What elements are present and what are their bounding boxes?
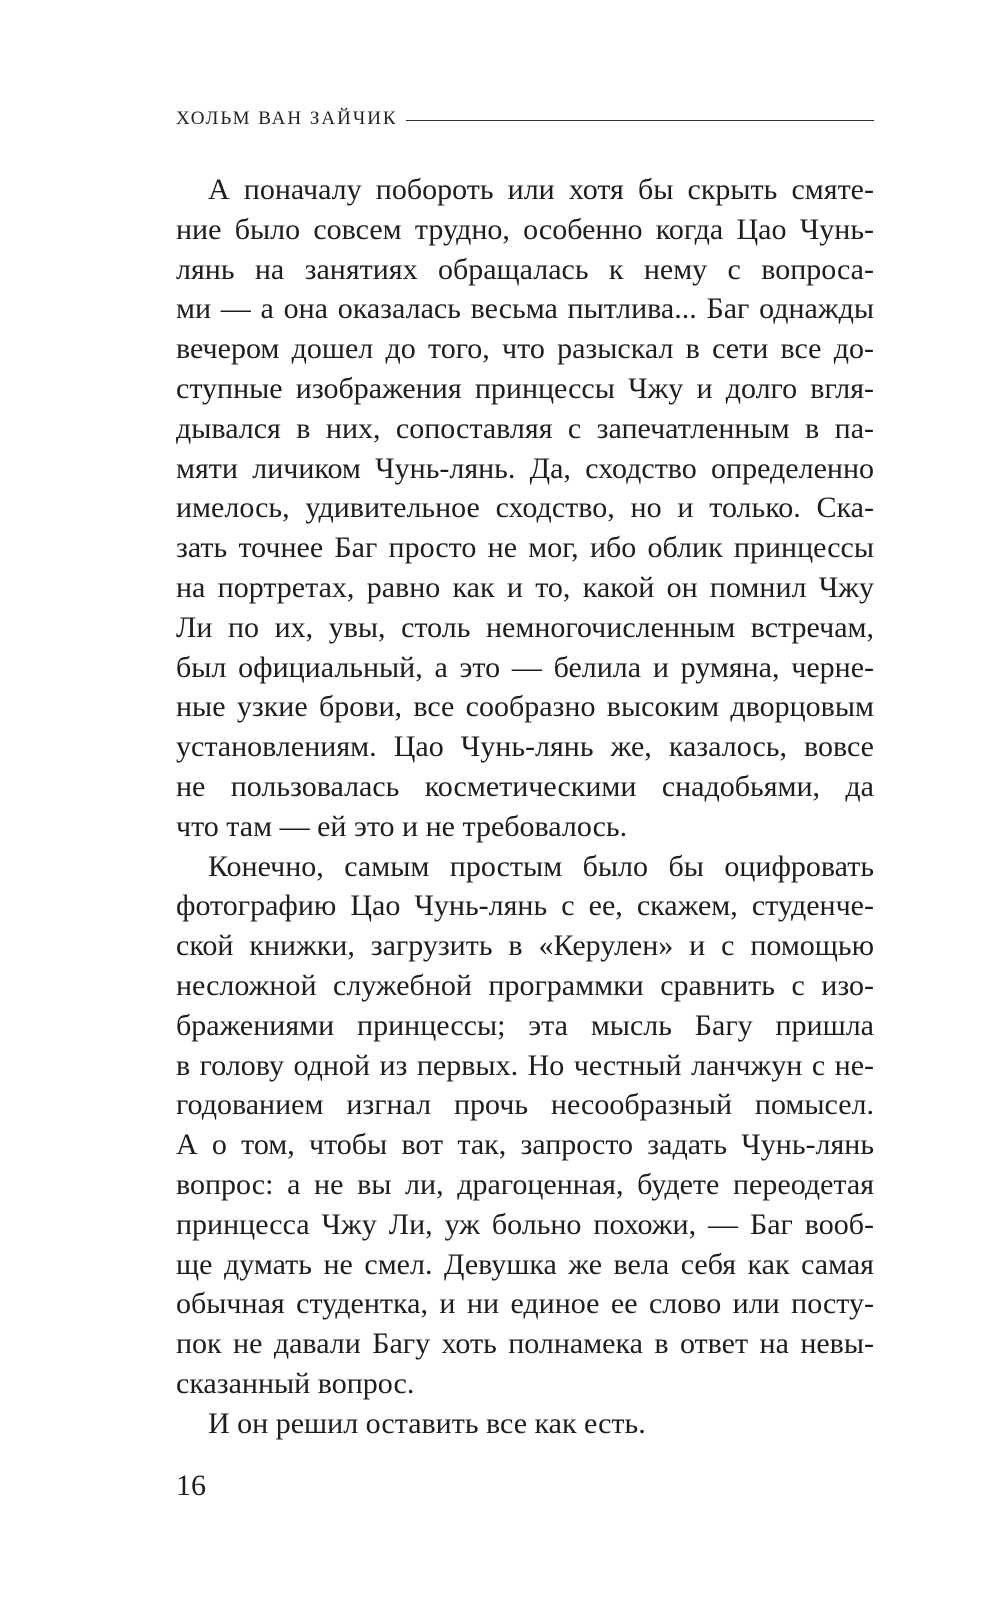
text-line: в голову одной из первых. Но честный ланчжун с не- bbox=[176, 1048, 874, 1082]
text-line: пок не давали Багу хоть полнамека в ответ на невы- bbox=[176, 1327, 874, 1361]
text-line: ще думать не смел. Девушка же вела себя как самая bbox=[176, 1247, 874, 1281]
text-line: ской книжки, загрузить в «Керулен» и с помощью bbox=[176, 929, 874, 963]
text-line: мяти личиком Чунь-лянь. Да, сходство определенно bbox=[176, 451, 874, 485]
text-line: Конечно, самым простым было бы оцифровать bbox=[208, 849, 874, 883]
text-line: несложной служебной программки сравнить с изо- bbox=[176, 968, 874, 1002]
text-line: ные узкие брови, все сообразно высоким дворцовым bbox=[176, 690, 874, 724]
text-line: ние было совсем трудно, особенно когда Цао Чунь- bbox=[176, 212, 874, 246]
text-line: вопрос: а не вы ли, драгоценная, будете переодетая bbox=[176, 1167, 874, 1201]
running-head bbox=[176, 104, 874, 134]
text-line: обычная студентка, и ни единое ее слово или посту- bbox=[176, 1287, 874, 1321]
text-line: Ли по их, увы, столь немногочисленным встречам, bbox=[176, 610, 874, 644]
text-line: И он решил оставить все как есть. bbox=[208, 1406, 646, 1440]
text-line: ми — а она оказалась весьма пытлива... Баг однажды bbox=[176, 292, 874, 326]
text-line: сказанный вопрос. bbox=[176, 1366, 415, 1400]
text-line: вечером дошел до того, что разыскал в сети все до- bbox=[176, 332, 874, 366]
text-line: принцесса Чжу Ли, уж больно похожи, — Баг вооб- bbox=[176, 1207, 874, 1241]
text-line: на портретах, равно как и то, какой он помнил Чжу bbox=[176, 570, 874, 604]
text-line: зать точнее Баг просто не мог, ибо облик принцессы bbox=[176, 531, 874, 565]
text-line: А поначалу побороть или хотя бы скрыть смяте- bbox=[208, 173, 874, 206]
text-line: годованием изгнал прочь несообразный помысел. bbox=[176, 1088, 874, 1122]
text-line: фотографию Цао Чунь-лянь с ее, скажем, студенче- bbox=[176, 889, 874, 923]
running-head-title: ХОЛЬМ ВАН ЗАЙЧИК bbox=[176, 108, 398, 129]
body-text bbox=[176, 170, 874, 1444]
text-line: имелось, удивительное сходство, но и только. Ска- bbox=[176, 491, 874, 525]
text-line: был официальный, а это — белила и румяна, черне- bbox=[176, 650, 874, 684]
text-line: что там — ей это и не требовалось. bbox=[176, 809, 628, 843]
text-line: установлениям. Цао Чунь-лянь же, казалось, вовсе bbox=[176, 730, 874, 764]
text-line: бражениями принцессы; эта мысль Багу пришла bbox=[176, 1008, 874, 1042]
text-line: ступные изображения принцессы Чжу и долго вгля- bbox=[176, 371, 874, 405]
text-line: не пользовалась косметическими снадобьями, да bbox=[176, 769, 874, 803]
text-line: А о том, чтобы вот так, запросто задать Чунь-лянь bbox=[176, 1128, 874, 1162]
text-line: лянь на занятиях обращалась к нему с вопроса- bbox=[176, 252, 874, 286]
page-number: 16 bbox=[176, 1469, 206, 1502]
running-head-rule bbox=[406, 120, 874, 121]
text-line: дывался в них, сопоставляя с запечатленным в па- bbox=[176, 411, 874, 445]
